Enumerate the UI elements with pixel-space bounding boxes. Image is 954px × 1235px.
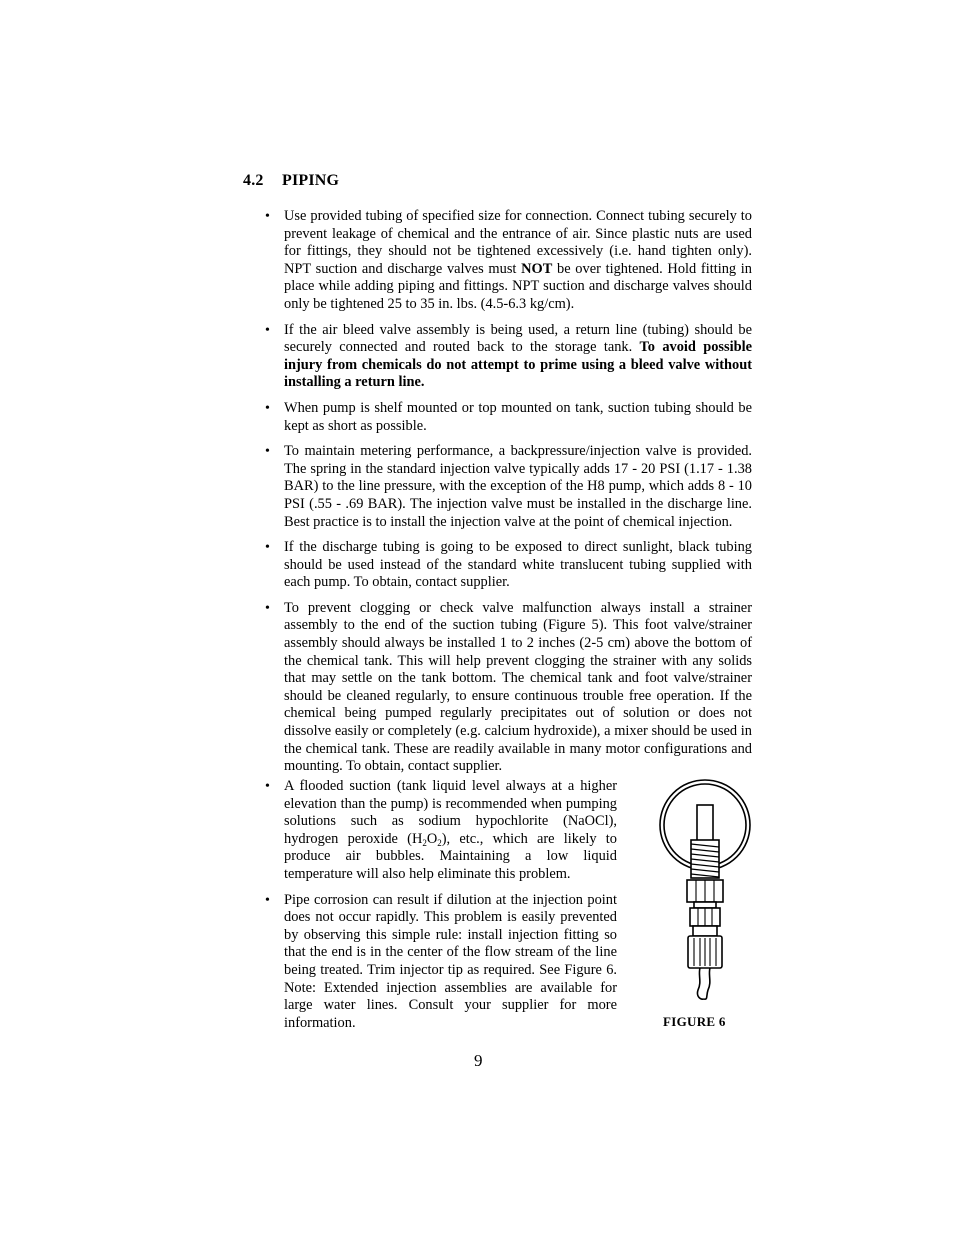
bullet-icon: •: [265, 322, 270, 338]
figure-caption: FIGURE 6: [663, 1014, 726, 1029]
bullet-text: If the discharge tubing is going to be exposed to direct sunlight, black tubing should be used instead of the standard white translucent tubing supplied with each pump. To obtain, contact supplier.: [284, 539, 752, 591]
list-item: [260, 539, 752, 592]
injection-fitting-illustration: [650, 770, 760, 1005]
section-heading: [243, 172, 339, 190]
bullet-icon: •: [265, 400, 270, 416]
bullet-icon: •: [265, 892, 270, 908]
bullet-icon: •: [265, 209, 270, 224]
list-item: [260, 208, 752, 314]
list-item: [260, 443, 752, 531]
list-item: [260, 400, 752, 435]
list-item: [260, 600, 752, 776]
injection-fitting-icon: [650, 770, 760, 1005]
bullet-icon: •: [265, 540, 270, 556]
section-number: 4.2: [243, 172, 264, 189]
section-title: PIPING: [282, 172, 340, 189]
list-item: [260, 892, 617, 1033]
bullet-text: A flooded suction (tank liquid level always at a higher elevation than the pump) is recommended when pumping solutions such as sodium hypochlorite (NaOCl), hydrogen peroxide $(H_2O_2)$, etc., which are likely to produce air bubbles. Maintaining a low liquid temperature will also help eliminate this problem.: [284, 778, 617, 882]
bullet-icon: •: [265, 444, 270, 460]
bullet-list-narrow: [260, 778, 617, 1040]
bullet-text: To prevent clogging or check valve malfunction always install a strainer assembly to the end of the suction tubing (Figure 5). This foot valve/strainer assembly should always be installed 1 to 2 inches (2-5 cm) above the bottom of the chemical tank. This will help prevent clogging the strainer with any solids that may settle on the tank bottom. The chemical tank and foot valve/strainer should be cleaned regularly, to ensure continuous trouble free operation. If the chemical being pumped regularly precipitates out of solution or does not dissolve easily or completely (e.g. calcium hydroxide), a mixer should be used in the chemical tank. These are readily available in many motor configurations and mounting. To obtain, contact supplier.: [284, 599, 752, 775]
list-item: [260, 778, 617, 884]
bullet-icon: •: [265, 600, 270, 616]
list-item: [260, 322, 752, 392]
bullet-text: Use provided tubing of specified size for connection. Connect tubing securely to prevent leakage of chemical and the entrance of air. Since plastic nuts are used for fittings, they should not be tightened excessively (i.e. hand tighten only). NPT suction and discharge valves must NOT be over tightened. Hold fitting in place while adding piping and fittings. NPT suction and discharge valves should only be tightened 25 to 35 in. lbs. (4.5-6.3 kg/cm).: [284, 208, 752, 312]
bullet-list: [260, 208, 752, 784]
bullet-text: Pipe corrosion can result if dilution at the injection point does not occur rapidly. This problem is easily prevented by observing this simple rule: install injection fitting so that the end is in the center of the flow stream of the line being treated. Trim injector tip as required. See Figure 6. Note: Extended injection assemblies are available for large water lines. Consult your supplier for more information.: [284, 891, 617, 1031]
bullet-text: If the air bleed valve assembly is being used, a return line (tubing) should be securely connected and routed back to the storage tank. To avoid possible injury from chemicals do not attempt to prime using a bleed valve without installing a return line.: [284, 321, 753, 391]
bullet-text: To maintain metering performance, a backpressure/injection valve is provided. The spring in the standard injection valve typically adds 17 - 20 PSI (1.17 - 1.38 BAR) to the line pressure, with the exception of the H8 pump, which adds 8 - 10 PSI (.55 - .69 BAR). The injection valve must be installed in the discharge line. Best practice is to install the injection valve at the point of chemical injection.: [284, 443, 752, 530]
bullet-text: When pump is shelf mounted or top mounted on tank, suction tubing should be kept as short as possible.: [284, 399, 752, 434]
page-number: 9: [474, 1051, 483, 1070]
bullet-icon: •: [265, 779, 270, 794]
